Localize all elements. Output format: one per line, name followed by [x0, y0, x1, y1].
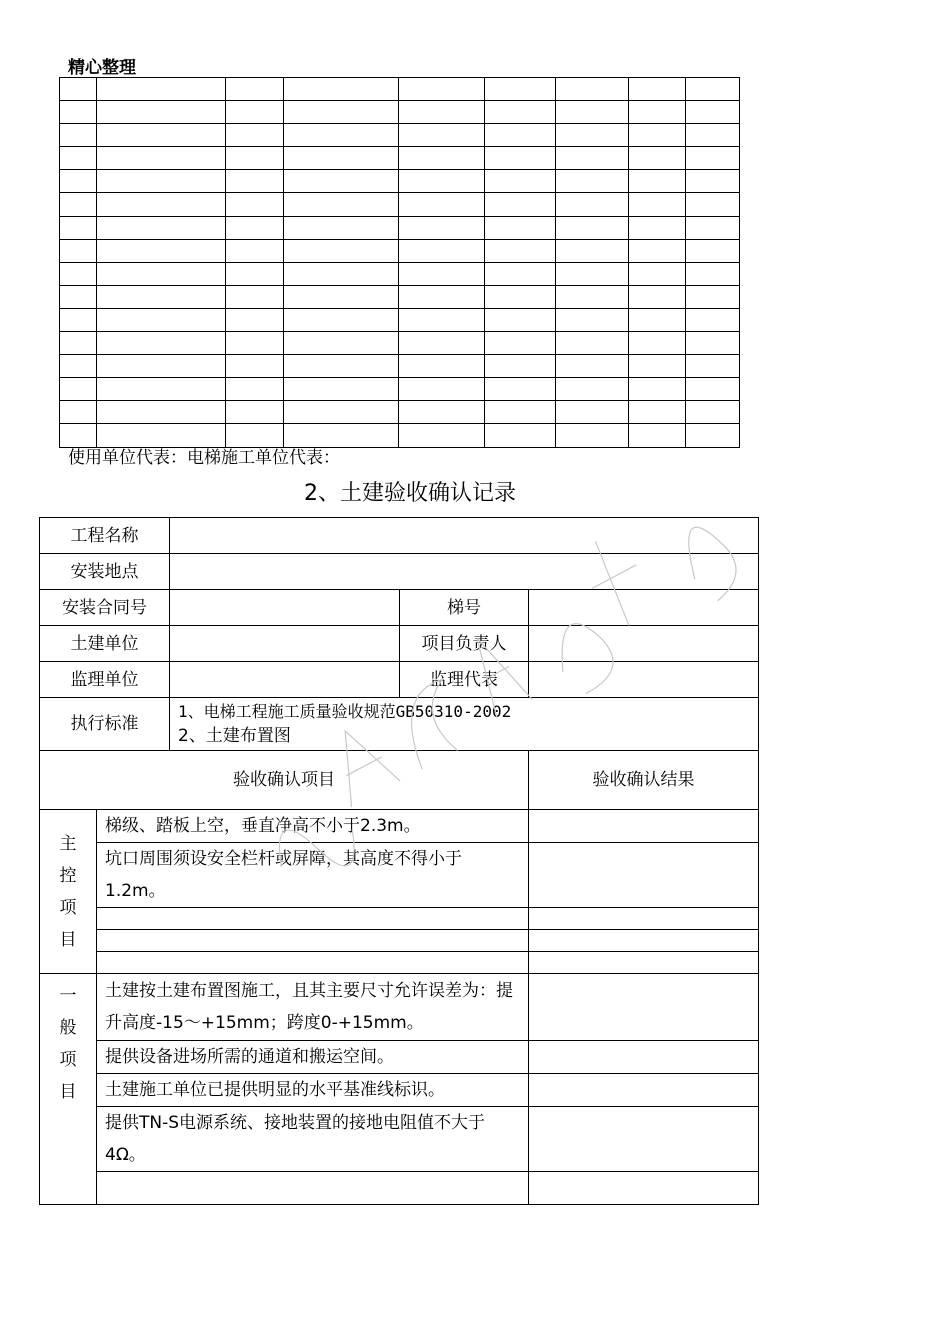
grid-cell[interactable] [284, 401, 399, 424]
header-note: 精心整理 [68, 58, 136, 78]
grid-cell[interactable] [284, 170, 399, 193]
grid-cell[interactable] [399, 401, 485, 424]
supervision-rep-field[interactable] [529, 662, 759, 698]
grid-row [60, 262, 740, 285]
grid-cell[interactable] [399, 170, 485, 193]
main-result-1[interactable] [529, 810, 759, 843]
grid-cell[interactable] [284, 332, 399, 355]
grid-cell[interactable] [284, 78, 399, 101]
grid-cell[interactable] [399, 216, 485, 239]
grid-cell[interactable] [226, 124, 284, 147]
grid-cell[interactable] [399, 285, 485, 308]
grid-cell[interactable] [226, 101, 284, 124]
grid-cell[interactable] [629, 124, 686, 147]
grid-cell[interactable] [556, 308, 629, 331]
grid-cell[interactable] [60, 239, 97, 262]
page-title: 2、土建验收确认记录 [304, 481, 516, 506]
grid-cell[interactable] [485, 332, 556, 355]
general-section-char: 目 [59, 1082, 77, 1102]
grid-cell[interactable] [60, 78, 97, 101]
acceptance-form [39, 517, 759, 1205]
grid-row [60, 378, 740, 401]
grid-cell[interactable] [629, 216, 686, 239]
main-section-char: 主 [59, 833, 77, 854]
project-leader-label: 项目负责人 [400, 626, 529, 662]
grid-cell[interactable] [686, 239, 740, 262]
grid-row [60, 193, 740, 216]
grid-cell[interactable] [284, 378, 399, 401]
grid-cell[interactable] [60, 124, 97, 147]
grid-cell[interactable] [686, 170, 740, 193]
grid-cell[interactable] [284, 101, 399, 124]
grid-cell[interactable] [399, 378, 485, 401]
standard-1: 1、电梯工程施工质量验收规范GB50310-2002 [178, 702, 512, 721]
grid-cell[interactable] [226, 239, 284, 262]
grid-cell[interactable] [97, 308, 226, 331]
main-item-blank[interactable] [97, 908, 529, 930]
grid-cell[interactable] [284, 124, 399, 147]
grid-cell[interactable] [686, 101, 740, 124]
grid-cell[interactable] [97, 401, 226, 424]
grid-cell[interactable] [97, 355, 226, 378]
grid-cell[interactable] [485, 78, 556, 101]
main-section-char: 目 [59, 929, 77, 950]
main-result-blank[interactable] [529, 908, 759, 930]
grid-cell[interactable] [60, 262, 97, 285]
grid-cell[interactable] [60, 308, 97, 331]
grid-cell[interactable] [629, 78, 686, 101]
grid-cell[interactable] [226, 216, 284, 239]
grid-cell[interactable] [629, 170, 686, 193]
main-item-1: 梯级、踏板上空，垂直净高不小于2.3m。 [97, 810, 529, 843]
project-leader-field[interactable] [529, 626, 759, 662]
grid-cell[interactable] [485, 308, 556, 331]
grid-row [60, 216, 740, 239]
grid-cell[interactable] [686, 147, 740, 170]
main-section-char: 控 [59, 865, 77, 886]
main-item-blank[interactable] [97, 930, 529, 952]
grid-cell[interactable] [629, 193, 686, 216]
grid-cell[interactable] [556, 285, 629, 308]
install-location-label: 安装地点 [40, 554, 170, 590]
grid-cell[interactable] [399, 193, 485, 216]
grid-cell[interactable] [97, 378, 226, 401]
grid-cell[interactable] [556, 239, 629, 262]
items-header: 验收确认项目 [40, 751, 529, 810]
grid-cell[interactable] [556, 401, 629, 424]
general-section-label [40, 974, 97, 1205]
grid-cell[interactable] [97, 332, 226, 355]
grid-cell[interactable] [485, 401, 556, 424]
general-result-blank[interactable] [529, 1172, 759, 1205]
grid-cell[interactable] [60, 147, 97, 170]
main-item-blank[interactable] [97, 952, 529, 974]
grid-cell[interactable] [60, 378, 97, 401]
standard-label: 执行标准 [40, 698, 170, 751]
grid-cell[interactable] [686, 124, 740, 147]
grid-row [60, 124, 740, 147]
grid-cell[interactable] [226, 355, 284, 378]
grid-cell[interactable] [556, 147, 629, 170]
grid-cell[interactable] [629, 285, 686, 308]
grid-row [60, 401, 740, 424]
general-result-3[interactable] [529, 1074, 759, 1107]
grid-cell[interactable] [60, 170, 97, 193]
grid-cell[interactable] [556, 378, 629, 401]
grid-cell[interactable] [399, 147, 485, 170]
grid-cell[interactable] [60, 332, 97, 355]
grid-row [60, 285, 740, 308]
grid-cell[interactable] [686, 308, 740, 331]
supervision-rep-label: 监理代表 [400, 662, 529, 698]
grid-cell[interactable] [60, 355, 97, 378]
grid-cell[interactable] [686, 285, 740, 308]
grid-cell[interactable] [97, 147, 226, 170]
grid-cell[interactable] [97, 101, 226, 124]
grid-cell[interactable] [399, 239, 485, 262]
grid-cell[interactable] [686, 216, 740, 239]
grid-row [60, 78, 740, 101]
grid-cell[interactable] [629, 239, 686, 262]
signature-line: 使用单位代表：电梯施工单位代表： [68, 448, 340, 468]
grid-cell[interactable] [284, 262, 399, 285]
grid-cell[interactable] [629, 262, 686, 285]
grid-cell[interactable] [284, 355, 399, 378]
grid-cell[interactable] [60, 285, 97, 308]
grid-cell[interactable] [485, 378, 556, 401]
grid-cell[interactable] [686, 78, 740, 101]
grid-cell[interactable] [556, 424, 629, 447]
main-result-blank[interactable] [529, 930, 759, 952]
grid-row [60, 332, 740, 355]
blank-record-grid [59, 77, 740, 448]
grid-cell[interactable] [485, 147, 556, 170]
grid-cell[interactable] [226, 147, 284, 170]
grid-cell[interactable] [226, 285, 284, 308]
grid-cell[interactable] [284, 216, 399, 239]
civil-unit-field[interactable] [170, 626, 400, 662]
general-item-2: 提供设备进场所需的通道和搬运空间。 [97, 1041, 529, 1074]
grid-cell[interactable] [556, 124, 629, 147]
standard-cell [170, 698, 759, 751]
main-result-2[interactable] [529, 843, 759, 908]
grid-cell[interactable] [226, 193, 284, 216]
grid-row [60, 308, 740, 331]
general-item-1: 土建按土建布置图施工，且其主要尺寸允许误差为：提升高度-15～+15mm；跨度0-+15mm。 [97, 974, 529, 1041]
grid-cell[interactable] [399, 124, 485, 147]
grid-cell[interactable] [97, 78, 226, 101]
grid-cell[interactable] [485, 170, 556, 193]
grid-cell[interactable] [686, 424, 740, 447]
grid-cell[interactable] [226, 378, 284, 401]
grid-cell[interactable] [556, 78, 629, 101]
grid-cell[interactable] [629, 332, 686, 355]
grid-cell[interactable] [399, 308, 485, 331]
grid-cell[interactable] [629, 424, 686, 447]
grid-cell[interactable] [226, 308, 284, 331]
grid-cell[interactable] [60, 101, 97, 124]
grid-cell[interactable] [226, 78, 284, 101]
grid-cell[interactable] [686, 401, 740, 424]
general-section-char: 项 [59, 1050, 77, 1070]
grid-row [60, 239, 740, 262]
result-header: 验收确认结果 [529, 751, 759, 810]
grid-cell[interactable] [284, 239, 399, 262]
grid-cell[interactable] [226, 170, 284, 193]
general-result-4[interactable] [529, 1107, 759, 1172]
grid-cell[interactable] [284, 147, 399, 170]
general-section-char: 般 [59, 1018, 77, 1038]
grid-cell[interactable] [485, 285, 556, 308]
grid-cell[interactable] [284, 285, 399, 308]
main-item-2: 坑口周围须设安全栏杆或屏障，其高度不得小于1.2m。 [97, 843, 529, 908]
general-item-4: 提供TN-S电源系统、接地装置的接地电阻值不大于4Ω。 [97, 1107, 529, 1172]
grid-cell[interactable] [485, 101, 556, 124]
grid-cell[interactable] [485, 239, 556, 262]
grid-cell[interactable] [629, 378, 686, 401]
grid-cell[interactable] [284, 308, 399, 331]
grid-row [60, 147, 740, 170]
elevator-no-label: 梯号 [400, 590, 529, 626]
grid-cell[interactable] [226, 401, 284, 424]
grid-cell[interactable] [399, 78, 485, 101]
grid-cell[interactable] [629, 308, 686, 331]
grid-cell[interactable] [97, 124, 226, 147]
grid-cell[interactable] [226, 332, 284, 355]
grid-cell[interactable] [97, 262, 226, 285]
main-section-label [40, 810, 97, 974]
grid-cell[interactable] [97, 170, 226, 193]
grid-cell[interactable] [399, 355, 485, 378]
standard-2: 2、土建布置图 [178, 726, 291, 746]
grid-cell[interactable] [97, 193, 226, 216]
install-location-field[interactable] [170, 554, 759, 590]
general-result-2[interactable] [529, 1041, 759, 1074]
supervision-unit-label: 监理单位 [40, 662, 170, 698]
contract-no-field[interactable] [170, 590, 400, 626]
grid-cell[interactable] [60, 193, 97, 216]
supervision-unit-field[interactable] [170, 662, 400, 698]
elevator-no-field[interactable] [529, 590, 759, 626]
general-item-3: 土建施工单位已提供明显的水平基准线标识。 [97, 1074, 529, 1107]
grid-cell[interactable] [629, 101, 686, 124]
grid-row [60, 170, 740, 193]
grid-cell[interactable] [399, 262, 485, 285]
grid-cell[interactable] [97, 239, 226, 262]
main-section-char: 项 [59, 897, 77, 918]
general-section-char: 一 [59, 986, 77, 1006]
grid-cell[interactable] [226, 262, 284, 285]
grid-cell[interactable] [629, 147, 686, 170]
grid-cell[interactable] [399, 424, 485, 447]
grid-cell[interactable] [60, 216, 97, 239]
grid-cell[interactable] [97, 285, 226, 308]
project-name-field[interactable] [170, 518, 759, 554]
project-name-label: 工程名称 [40, 518, 170, 554]
grid-cell[interactable] [686, 378, 740, 401]
grid-cell[interactable] [629, 355, 686, 378]
grid-cell[interactable] [686, 193, 740, 216]
grid-cell[interactable] [485, 124, 556, 147]
grid-cell[interactable] [556, 170, 629, 193]
grid-row [60, 101, 740, 124]
grid-cell[interactable] [485, 216, 556, 239]
main-result-blank[interactable] [529, 952, 759, 974]
grid-cell[interactable] [485, 424, 556, 447]
general-result-1[interactable] [529, 974, 759, 1041]
grid-cell[interactable] [556, 332, 629, 355]
grid-cell[interactable] [686, 262, 740, 285]
grid-cell[interactable] [556, 262, 629, 285]
grid-cell[interactable] [399, 101, 485, 124]
grid-cell[interactable] [556, 193, 629, 216]
grid-cell[interactable] [686, 355, 740, 378]
contract-no-label: 安装合同号 [40, 590, 170, 626]
grid-cell[interactable] [485, 193, 556, 216]
general-item-blank[interactable] [97, 1172, 529, 1205]
grid-cell[interactable] [556, 101, 629, 124]
grid-cell[interactable] [485, 262, 556, 285]
grid-cell[interactable] [399, 332, 485, 355]
grid-cell[interactable] [686, 332, 740, 355]
grid-cell[interactable] [629, 401, 686, 424]
grid-row [60, 355, 740, 378]
civil-unit-label: 土建单位 [40, 626, 170, 662]
grid-cell[interactable] [60, 401, 97, 424]
grid-cell[interactable] [284, 193, 399, 216]
grid-cell[interactable] [556, 355, 629, 378]
grid-cell[interactable] [485, 355, 556, 378]
grid-cell[interactable] [556, 216, 629, 239]
grid-cell[interactable] [97, 216, 226, 239]
